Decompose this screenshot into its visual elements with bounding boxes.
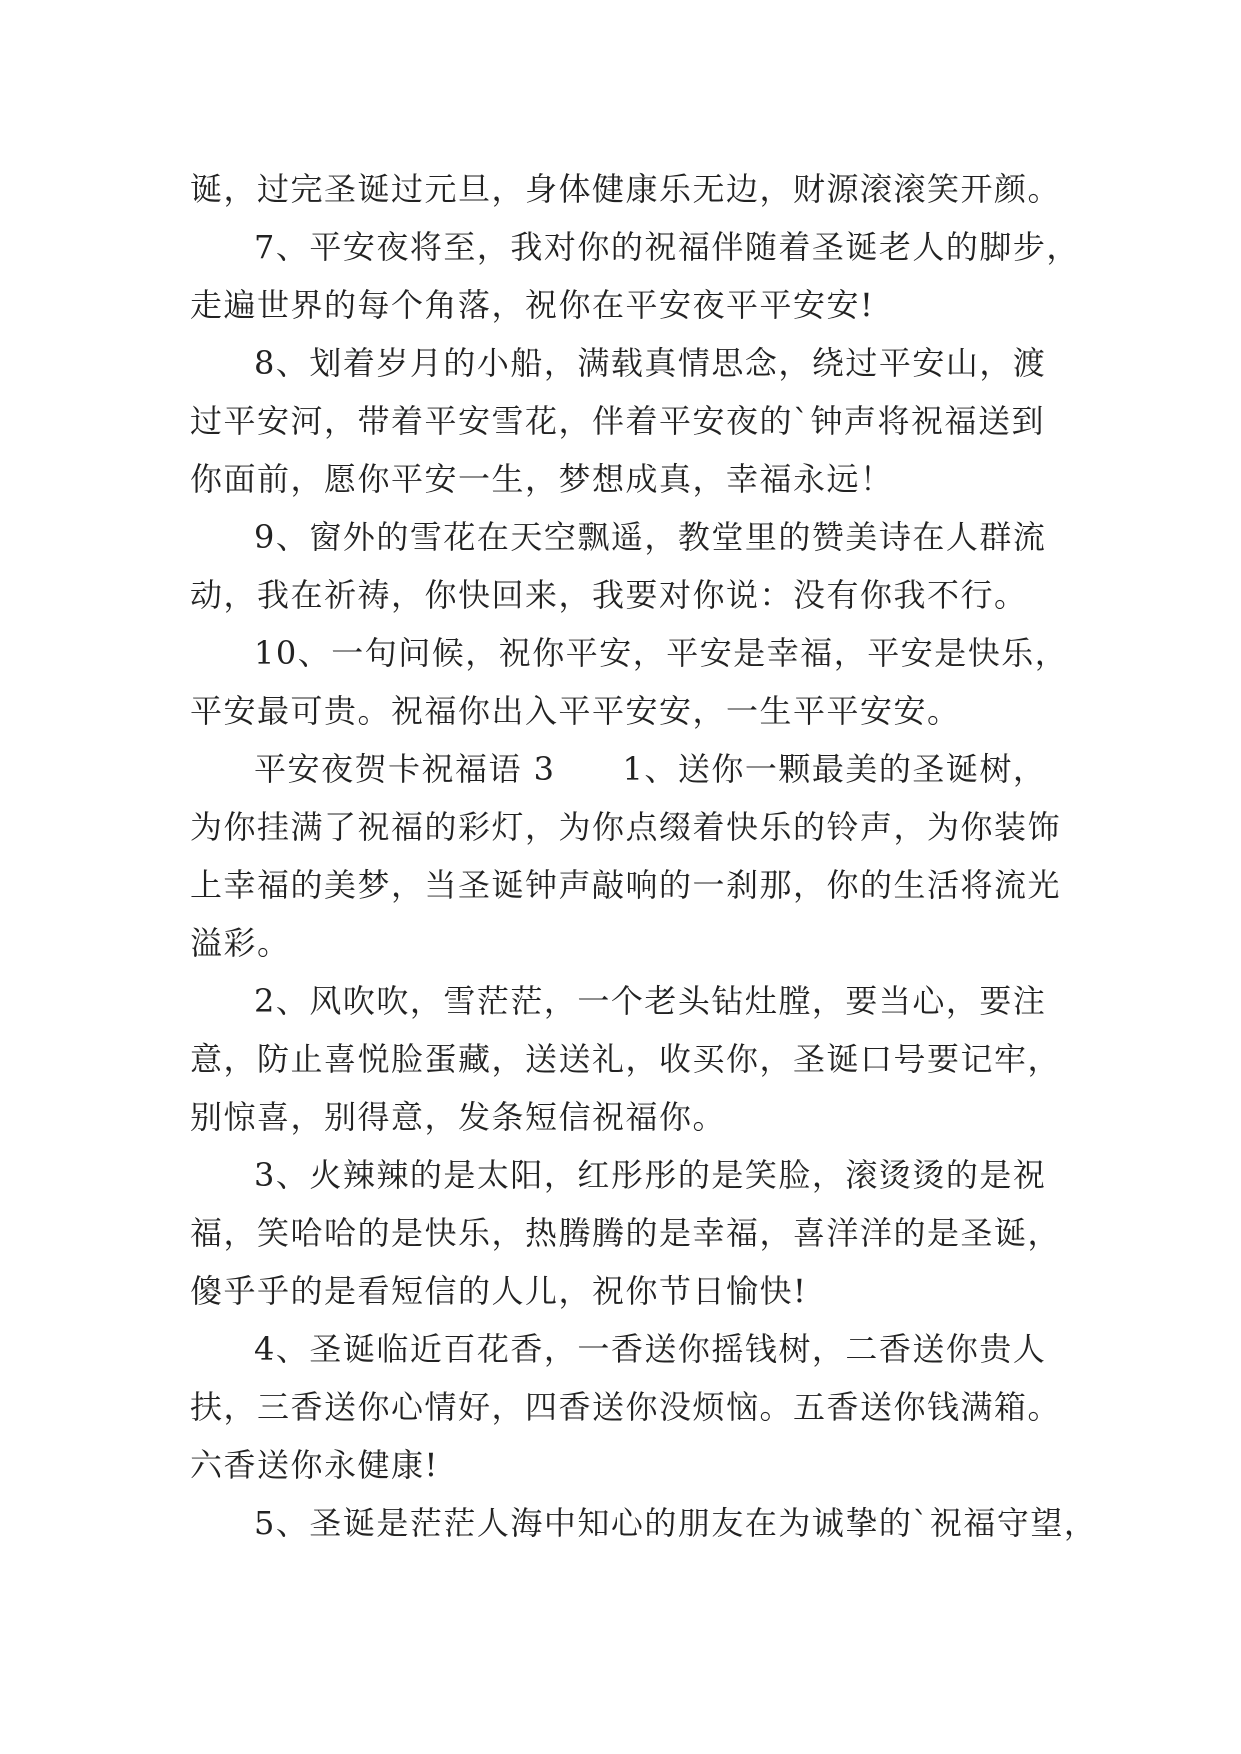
text-line: 诞，过完圣诞过元旦，身体健康乐无边，财源滚滚笑开颜。 (190, 170, 1062, 208)
text-line: 意，防止喜悦脸蛋藏，送送礼，收买你，圣诞口号要记牢， (190, 1040, 1062, 1078)
text-line: 9、窗外的雪花在天空飘遥，教堂里的赞美诗在人群流 (254, 518, 1047, 556)
text-line: 8、划着岁月的小船，满载真情思念，绕过平安山，渡 (254, 344, 1047, 382)
text-line: 过平安河，带着平安雪花，伴着平安夜的`钟声将祝福送到 (190, 402, 1046, 440)
document-body (190, 160, 1098, 1552)
text-line: 平安夜贺卡祝福语 3 1、送你一颗最美的圣诞树， (254, 750, 1047, 788)
text-line: 六香送你永健康! (190, 1446, 439, 1484)
text-line: 你面前，愿你平安一生，梦想成真，幸福永远！ (190, 460, 894, 498)
text-line: 上幸福的美梦，当圣诞钟声敲响的一刹那，你的生活将流光 (190, 866, 1062, 904)
text-line: 4、圣诞临近百花香，一香送你摇钱树，二香送你贵人 (254, 1330, 1047, 1368)
text-line: 2、风吹吹，雪茫茫，一个老头钻灶膛，要当心，要注 (254, 982, 1047, 1020)
text-line: 溢彩。 (190, 924, 291, 962)
text-line: 傻乎乎的是看短信的人儿，祝你节日愉快! (190, 1272, 808, 1310)
text-line: 动，我在祈祷，你快回来，我要对你说：没有你我不行。 (190, 576, 1028, 614)
text-line: 7、平安夜将至，我对你的祝福伴随着圣诞老人的脚步， (254, 228, 1080, 266)
text-line: 为你挂满了祝福的彩灯，为你点缀着快乐的铃声，为你装饰 (190, 808, 1062, 846)
text-line: 平安最可贵。祝福你出入平平安安，一生平平安安。 (190, 692, 961, 730)
text-line: 5、圣诞是茫茫人海中知心的朋友在为诚挚的`祝福守望， (254, 1504, 1098, 1542)
text-line: 扶，三香送你心情好，四香送你没烦恼。五香送你钱满箱。 (190, 1388, 1062, 1426)
text-line: 走遍世界的每个角落，祝你在平安夜平平安安! (190, 286, 875, 324)
text-line: 10、一句问候，祝你平安，平安是幸福，平安是快乐， (254, 634, 1069, 672)
text-line: 3、火辣辣的是太阳，红彤彤的是笑脸，滚烫烫的是祝 (254, 1156, 1047, 1194)
text-line: 别惊喜，别得意，发条短信祝福你。 (190, 1098, 727, 1136)
text-line: 福，笑哈哈的是快乐，热腾腾的是幸福，喜洋洋的是圣诞， (190, 1214, 1062, 1252)
